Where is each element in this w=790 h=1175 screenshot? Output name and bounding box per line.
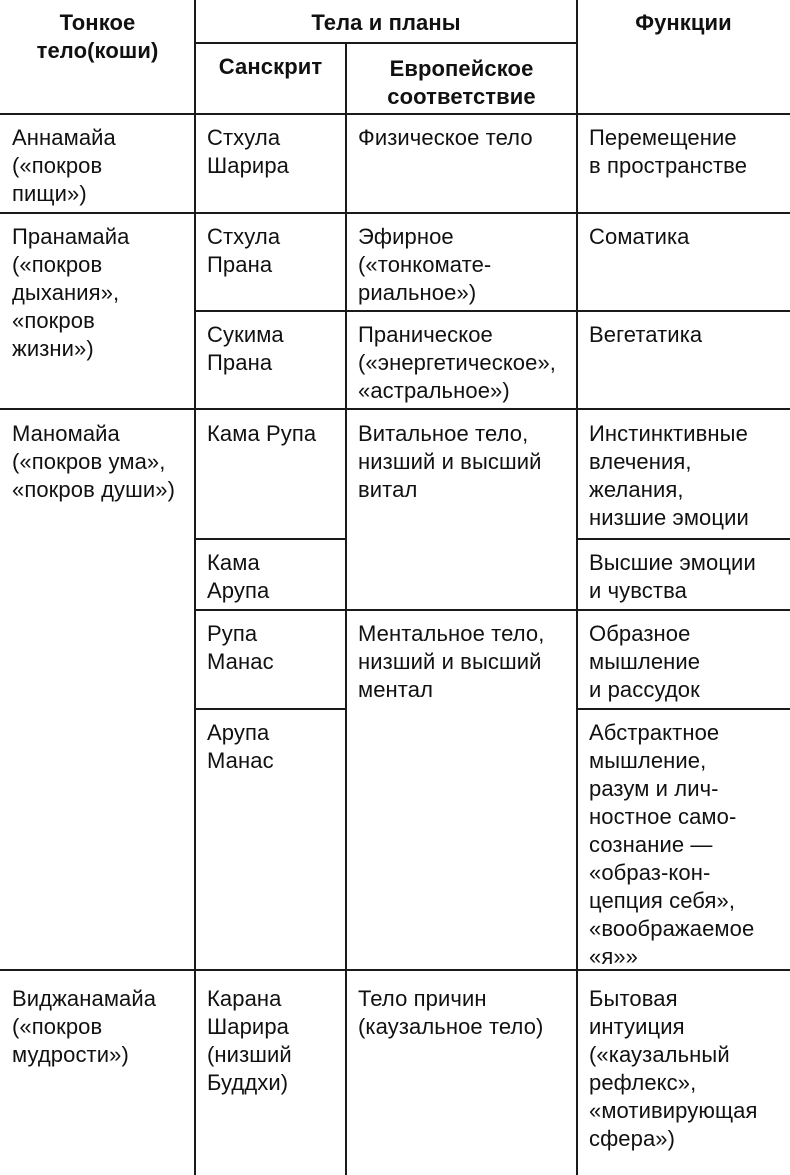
header-functions: Функции	[635, 10, 732, 35]
sthula-prana-sanskrit: Стхула Прана	[207, 224, 281, 277]
table-rule	[0, 113, 790, 115]
vijnanamaya-european: Тело причин (каузальное тело)	[358, 986, 544, 1039]
header-sanskrit: Санскрит	[218, 54, 323, 79]
kama-rupa-sanskrit: Кама Рупа	[207, 421, 317, 446]
table-rule	[576, 0, 578, 1175]
table-rule	[195, 708, 346, 710]
arupa-manas-function: Абстрактное мышление, разум и лич- ностное само- сознание — «образ-кон- цепция себя», «воображаемое «я»»	[589, 720, 755, 969]
table-rule	[195, 310, 790, 312]
kama-rupa-function: Инстинктивные влечения, желания, низшие эмоции	[589, 421, 749, 530]
table-rule	[0, 969, 790, 971]
table-rule	[195, 609, 790, 611]
table-rule	[577, 708, 790, 710]
annamaya-european: Физическое тело	[358, 125, 533, 150]
header-bodies-planes: Тела и планы	[311, 10, 461, 35]
annamaya-function: Перемещение в пространстве	[589, 125, 748, 178]
annamaya-sanskrit: Стхула Шарира	[207, 125, 289, 178]
vijnanamaya-function: Бытовая интуиция («каузальный рефлекс», «мотивирующая сфера»)	[589, 986, 758, 1151]
header-european: Европейское соответствие	[387, 56, 536, 109]
table-rule	[345, 42, 347, 1175]
vital-european: Витальное тело, низший и высший витал	[358, 421, 542, 502]
sukima-prana-sanskrit: Сукима Прана	[207, 322, 284, 375]
kama-arupa-sanskrit: Кама Арупа	[207, 550, 270, 603]
table-rule	[195, 42, 577, 44]
vijnanamaya-kosha: Виджанамайа («покров мудрости»)	[12, 986, 157, 1067]
kama-arupa-function: Высшие эмоции и чувства	[589, 550, 756, 603]
annamaya-kosha: Аннамайа («покров пищи»)	[12, 125, 116, 206]
sthula-prana-european: Эфирное («тонкомате- риальное»)	[358, 224, 492, 305]
rupa-manas-sanskrit: Рупа Манас	[207, 621, 274, 674]
sukima-prana-function: Вегетатика	[589, 322, 703, 347]
sukima-prana-european: Праническое («энергетическое», «астральное»)	[358, 322, 557, 403]
table-rule	[194, 0, 196, 1175]
arupa-manas-sanskrit: Арупа Манас	[207, 720, 274, 773]
sthula-prana-function: Соматика	[589, 224, 690, 249]
table-rule	[195, 538, 346, 540]
table-rule	[0, 408, 790, 410]
table-rule	[577, 538, 790, 540]
rupa-manas-function: Образное мышление и рассудок	[589, 621, 701, 702]
mental-european: Ментальное тело, низший и высший ментал	[358, 621, 545, 702]
manomaya-kosha: Маномайа («покров ума», «покров души»)	[12, 421, 176, 502]
table-rule	[0, 212, 790, 214]
pranamaya-kosha: Пранамайа («покров дыхания», «покров жизни»)	[12, 224, 130, 361]
vijnanamaya-sanskrit: Карана Шарира (низший Буддхи)	[207, 986, 292, 1095]
header-subtle-body: Тонкое тело(коши)	[36, 10, 159, 63]
